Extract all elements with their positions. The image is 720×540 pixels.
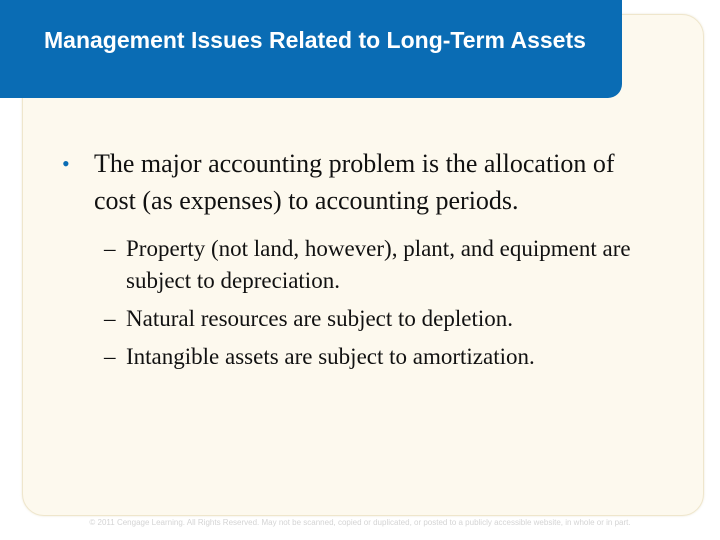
slide-content	[62, 145, 662, 373]
sub-bullet-text: Intangible assets are subject to amortization.	[126, 344, 535, 369]
dash-icon: –	[104, 306, 116, 331]
dash-icon: –	[104, 236, 116, 261]
sub-bullet	[104, 341, 662, 373]
sub-bullet-text: Property (not land, however), plant, and equipment are subject to depreciation.	[126, 236, 631, 293]
copyright-footer: © 2011 Cengage Learning. All Rights Reserved. May not be scanned, copied or duplicated, or posted to a publicly accessible website, in whole or in part.	[89, 518, 631, 527]
sub-bullet	[104, 303, 662, 335]
main-bullet	[62, 145, 662, 219]
dash-icon: –	[104, 344, 116, 369]
title-bar	[0, 0, 622, 98]
bullet-dot-icon: •	[62, 151, 70, 176]
sub-bullet-list	[62, 233, 662, 373]
main-bullet-text: The major accounting problem is the allocation of cost (as expenses) to accounting periods.	[94, 149, 615, 215]
sub-bullet-text: Natural resources are subject to depletion.	[126, 306, 514, 331]
slide-title: Management Issues Related to Long-Term Assets	[44, 27, 586, 53]
sub-bullet	[104, 233, 662, 297]
